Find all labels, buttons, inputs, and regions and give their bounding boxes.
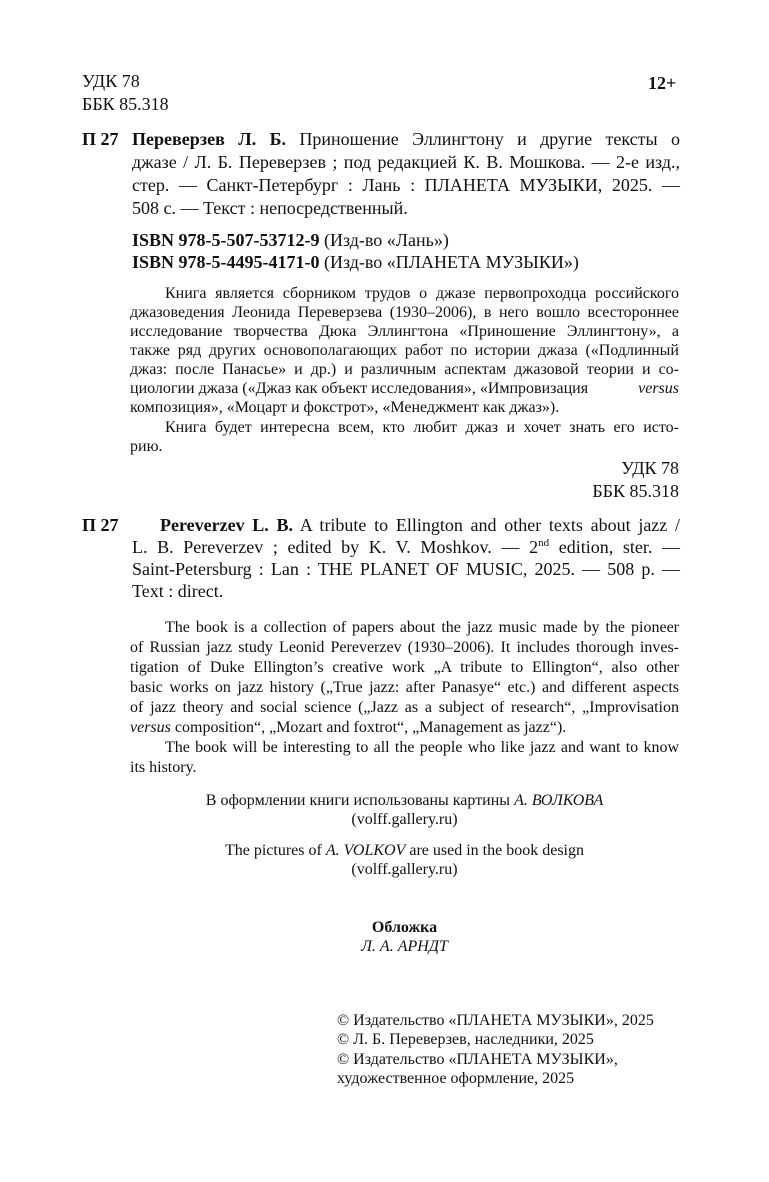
- en-abstract-line: [130, 718, 566, 737]
- en-entry-line-4: Text : direct.: [132, 581, 224, 601]
- ru-abstract-text: циологии джаза («Джаз как объект исследования», «Импровизация: [130, 380, 589, 397]
- en-pictures-credit: [130, 841, 679, 860]
- ru-abstract-line: [130, 379, 679, 398]
- ru-abstract-line: Книга будет интересна всем, кто любит джаз и хочет знать его исто-: [165, 419, 679, 436]
- ru-abstract-udk: УДК 78: [621, 458, 679, 478]
- copyright-line: художественное оформление, 2025: [337, 1070, 575, 1087]
- en-abstract-line: tigation of Duke Ellington’s creative work „A tribute to Ellington“, also other: [130, 659, 679, 676]
- ru-abstract-line: также ряд других основополагающих работ по истории джаза («Подлинный: [130, 342, 679, 359]
- cover-artist: Л. А. АРНДТ: [361, 938, 448, 955]
- ru-abstract-line: рию.: [130, 438, 163, 455]
- ru-pictures-site: (volff.gallery.ru): [351, 811, 458, 828]
- isbn-publisher: (Изд-во «ПЛАНЕТА МУЗЫКИ»): [319, 252, 579, 272]
- ru-pictures-credit: [130, 791, 679, 810]
- ru-abstract-bbk: ББК 85.318: [592, 481, 679, 501]
- ru-entry-line-2: джазе / Л. Б. Переверзев ; под редакцией К. В. Мошкова. — 2-е изд.,: [132, 152, 680, 172]
- en-abstract-line: basic works on jazz history („True jazz: after Panasye“ etc.) and different aspects: [130, 679, 679, 696]
- en-entry-title: A tribute to Ellington and other texts about jazz /: [293, 515, 680, 535]
- en-abstract-line: The book is a collection of papers about the jazz music made by the pioneer: [165, 619, 679, 636]
- en-entry-code: П 27: [82, 515, 119, 535]
- ru-abstract-line: джаз: после Панасье» и др.) и различным аспектам джазовой теории и со-: [130, 361, 679, 378]
- ru-pictures-text: В оформлении книги использованы картины: [205, 792, 515, 809]
- en-entry-superscript: nd: [538, 537, 550, 549]
- en-abstract-line: its history.: [130, 759, 197, 776]
- ru-pictures-artist: А. ВОЛКОВА: [514, 792, 604, 809]
- copyright-line: © Издательство «ПЛАНЕТА МУЗЫКИ», 2025: [337, 1012, 654, 1029]
- isbn-line-lan: [132, 229, 449, 251]
- isbn-line-planeta: [132, 251, 579, 273]
- en-pictures-text: are used in the book design: [405, 842, 584, 859]
- en-abstract-line: The book will be interesting to all the people who like jazz and want to know: [165, 739, 679, 756]
- en-pictures-text: The pictures of: [224, 842, 326, 859]
- en-entry-text: edition, ster. —: [549, 537, 680, 557]
- bbk-code: ББК 85.318: [82, 94, 169, 114]
- ru-entry-code: П 27: [82, 129, 119, 149]
- copyright-line: © Издательство «ПЛАНЕТА МУЗЫКИ»,: [337, 1051, 618, 1068]
- ru-entry-line-1: [132, 128, 680, 150]
- en-abstract-text: composition“, „Mozart and foxtrot“, „Management as jazz“).: [170, 719, 567, 736]
- ru-entry-line-3: стер. — Санкт-Петербург : Лань : ПЛАНЕТА МУЗЫКИ, 2025. —: [132, 175, 680, 195]
- ru-abstract-line: джазоведения Леонида Переверзева (1930–2006), в него вошло всестороннее: [130, 304, 679, 321]
- ru-abstract-italic-versus: versus: [638, 380, 679, 397]
- isbn-number: ISBN 978-5-507-53712-9: [132, 230, 320, 250]
- en-abstract-line: of Russian jazz study Leonid Pereverzev (1930–2006). It includes thorough inves-: [130, 639, 679, 656]
- ru-abstract-line: композиция», «Моцарт и фокстрот», «Менеджмент как джаз»).: [130, 399, 560, 416]
- ru-abstract-line: Книга является сборником трудов о джазе первопроходца российского: [165, 285, 679, 302]
- ru-abstract-line: исследование творчества Дюка Эллингтона «Приношение Эллингтону», а: [130, 323, 679, 340]
- en-pictures-artist: A. VOLKOV: [325, 842, 406, 859]
- age-rating: 12+: [648, 73, 677, 93]
- ru-entry-title: Приношение Эллингтону и другие тексты о: [286, 129, 680, 149]
- cover-label: Обложка: [371, 919, 438, 936]
- en-entry-text: L. B. Pereverzev ; edited by K. V. Moshkov. — 2: [132, 537, 539, 557]
- ru-entry-line-4: 508 с. — Текст : непосредственный.: [132, 198, 408, 218]
- en-entry-author: Pereverzev L. B.: [160, 515, 294, 535]
- copyright-line: © Л. Б. Переверзев, наследники, 2025: [337, 1031, 594, 1048]
- udk-code: УДК 78: [82, 71, 140, 91]
- en-entry-line-2: [132, 536, 680, 558]
- isbn-number: ISBN 978-5-4495-4171-0: [132, 252, 320, 272]
- ru-entry-author: Переверзев Л. Б.: [132, 129, 286, 149]
- isbn-publisher: (Изд-во «Лань»): [319, 230, 449, 250]
- en-entry-line-3: Saint-Petersburg : Lan : THE PLANET OF MUSIC, 2025. — 508 p. —: [132, 559, 680, 579]
- en-abstract-italic-versus: versus: [130, 719, 171, 736]
- en-abstract-line: of jazz theory and social science („Jazz as a subject of research“, „Improvisation: [130, 699, 679, 716]
- en-entry-line-1: [160, 514, 680, 536]
- en-pictures-site: (volff.gallery.ru): [351, 861, 458, 878]
